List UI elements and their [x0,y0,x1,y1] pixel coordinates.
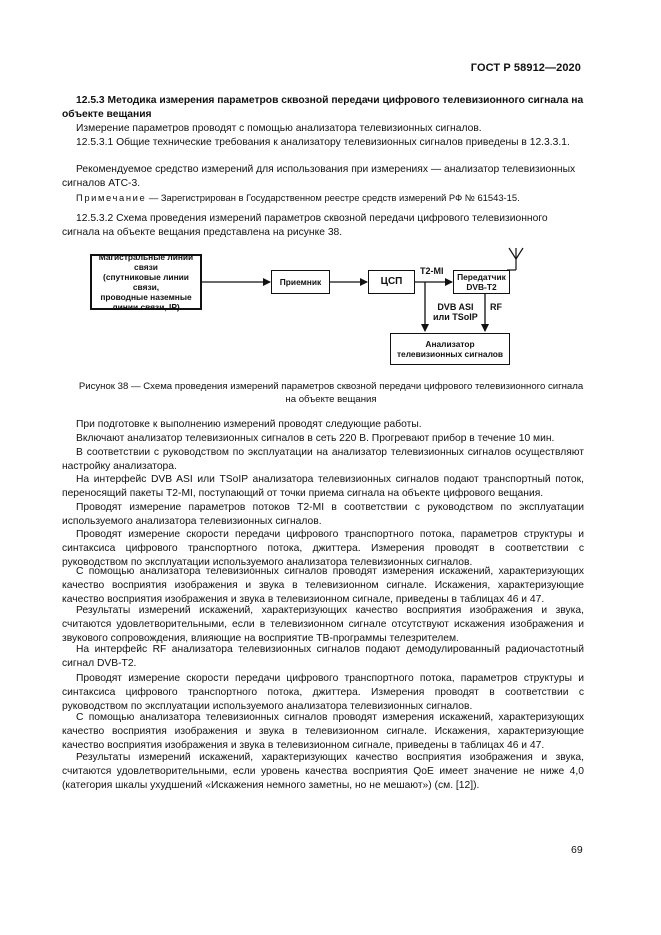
paragraph: Проводят измерение скорости передачи цифрового транспортного потока, параметров структуры и синтаксиса цифрового транспортного потока, джиттера. Измерения проводят в соответствии с руководством по эксплуатации используемого анализатора телевизионных сигналов. [62,529,584,568]
receiver-box [271,270,330,294]
analyzer-label: Анализатор [425,339,475,349]
caption-line: на объекте вещания [285,394,377,405]
section-heading: 12.5.3 Методика измерения параметров сквозной передачи цифрового телевизионного сигнала на объекте вещания [62,95,584,120]
note-text: — Зарегистрирован в Государственном реестре средств измерений РФ № 61543-15. [146,192,520,203]
paragraph: Проводят измерение параметров потоков T2-MI в соответствии с руководством по эксплуатации используемого анализатора телевизионных сигналов. [62,502,584,527]
paragraph: При подготовке к выполнению измерений проводят следующие работы. [76,419,422,430]
page-number: 69 [571,844,583,856]
dvb-asi-label-line: или TSoIP [433,312,478,322]
source-box [90,254,202,310]
t2mi-label: T2-MI [420,266,444,276]
paragraph: Результаты измерений искажений, характеризующих качество восприятия изображения и звука, считаются удовлетворительными, если в телевизионном сигнале отсутствуют искажения изображения и звукового сопровождения, влияющие на восприятие ТВ-программы телезрителем. [62,605,584,644]
note-label: Примечание [76,192,147,203]
source-label: (спутниковые линии связи, [103,272,189,292]
transmitter-box [453,270,510,294]
analyzer-box [390,333,510,365]
transmitter-label: Передатчик [457,272,506,282]
paragraph: Рекомендуемое средство измерений для использования при измерениях — анализатор телевизионных сигналов АТС-3. [62,164,576,189]
paragraph: 12.5.3.1 Общие технические требования к анализатору телевизионных сигналов приведены в 12.3.3.1. [76,137,570,148]
csp-box [368,270,415,294]
dvb-asi-label-line: DVB ASI [437,302,474,312]
paragraph: Измерение параметров проводят с помощью анализатора телевизионных сигналов. [76,123,482,134]
note [62,191,584,205]
paragraph: Включают анализатор телевизионных сигналов в сеть 220 В. Прогревают прибор в течение 10 мин. [76,433,555,444]
antenna-icon [507,248,523,270]
paragraph: Результаты измерений искажений, характеризующих качество восприятия изображения и звука, считаются удовлетворительными, если уровень качества восприятия QoE имеет значение не ниже 4,0 (категория шкалы ухудшений «Искажения немного заметны, но не мешают») (см. [12]). [62,752,584,791]
paragraph: На интерфейс RF анализатора телевизионных сигналов подают демодулированный радиочастотный сигнал DVB-T2. [62,644,584,669]
receiver-label: Приемник [279,277,322,287]
paragraph: В соответствии с руководством по эксплуатации на анализатор телевизионных сигналов осуществляют настройку анализатора. [62,447,584,472]
source-label: линии связи, IP) [112,302,180,312]
source-label: проводные наземные [100,292,192,302]
paragraph: 12.5.3.2 Схема проведения измерений параметров сквозной передачи цифрового телевизионного сигнала на объекте вещания представлена на рисунке 38. [62,213,548,238]
csp-label: ЦСП [380,276,403,287]
source-label: Магистральные линии связи [98,252,194,272]
caption-line: Рисунок 38 — Схема проведения измерений параметров сквозной передачи цифрового телевизионного сигнала [78,381,584,392]
transmitter-label: DVB-T2 [466,282,497,292]
paragraph: На интерфейс DVB ASI или TSoIP анализатора телевизионных сигналов подают транспортный поток, переносящий пакеты T2-MI, поступающий от точки приема сигнала на объекте цифрового вещания. [62,474,584,499]
paragraph: С помощью анализатора телевизионных сигналов проводят измерения искажений, характеризующих качество восприятия изображения и звука в телевизионном сигнале. Искажения, характеризующие качество восприятия изображения и звука в телевизионном сигнале, приведены в таблицах 46 и 47. [62,712,584,751]
paragraph: Проводят измерение скорости передачи цифрового транспортного потока, параметров структуры и синтаксиса цифрового транспортного потока, джиттера. Измерения проводят в соответствии с руководством по эксплуатации используемого анализатора телевизионных сигналов. [62,673,584,712]
analyzer-label: телевизионных сигналов [396,349,504,359]
figure-caption [40,380,622,406]
measurement-diagram [88,246,558,374]
standard-header: ГОСТ Р 58912—2020 [470,62,581,74]
dvb-asi-label [433,302,478,322]
rf-label: RF [490,302,502,312]
paragraph: С помощью анализатора телевизионных сигналов проводят измерения искажений, характеризующих качество восприятия изображения и звука в телевизионном сигнале. Искажения, характеризующие качество восприятия изображения и звука в телевизионном сигнале, приведены в таблицах 46 и 47. [62,566,584,605]
